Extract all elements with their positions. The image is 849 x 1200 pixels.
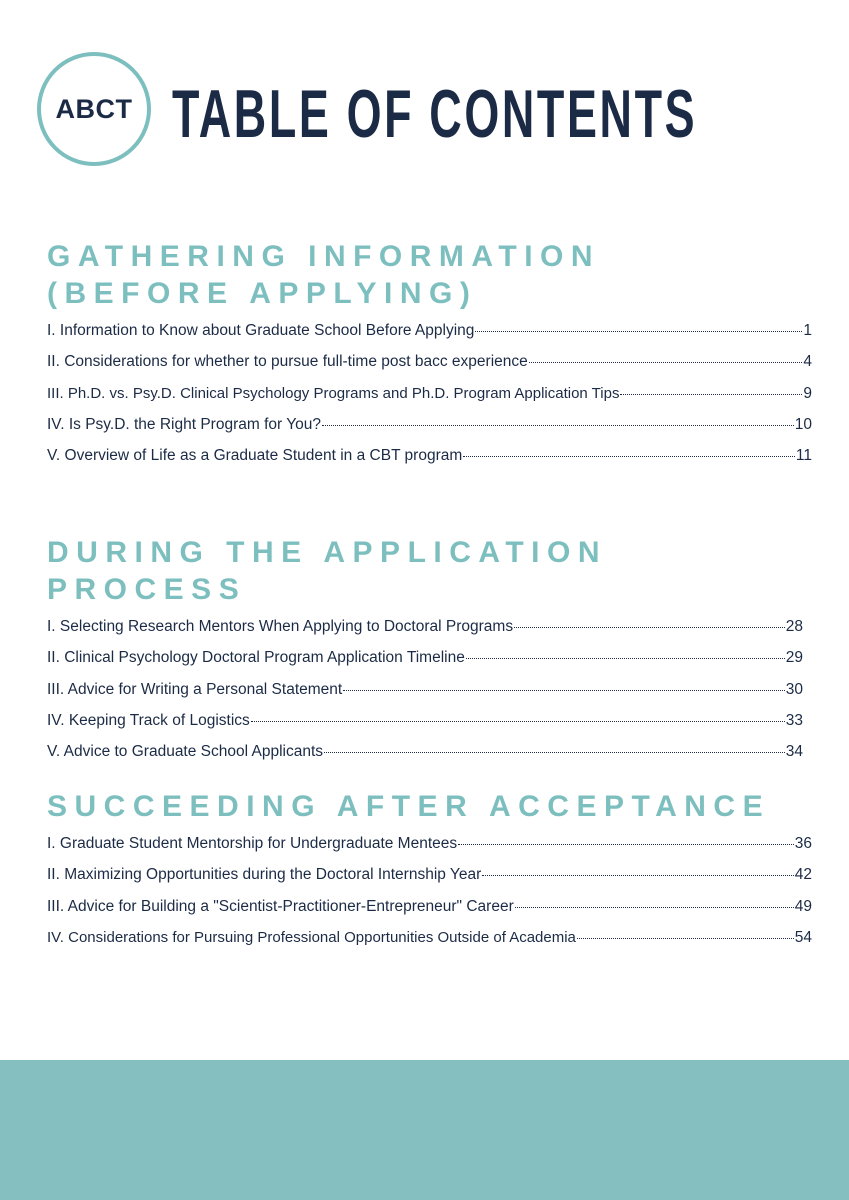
toc-entry[interactable] xyxy=(47,447,812,478)
section-application-process xyxy=(47,534,812,774)
dot-leader xyxy=(463,455,795,457)
footer-band xyxy=(0,1060,849,1200)
toc-entry-page: 34 xyxy=(785,743,803,761)
dot-leader xyxy=(529,361,803,363)
toc-entry[interactable] xyxy=(47,929,812,960)
section-title: GATHERING INFORMATION (BEFORE APPLYING) xyxy=(47,240,601,310)
dot-leader xyxy=(466,657,785,659)
toc-entry-label: IV. Is Psy.D. the Right Program for You? xyxy=(47,415,321,433)
section-title: SUCCEEDING AFTER ACCEPTANCE xyxy=(47,790,771,823)
dot-leader xyxy=(514,626,785,628)
toc-entry-page: 9 xyxy=(803,384,812,402)
toc-entry-page: 30 xyxy=(785,680,803,698)
toc-entry-label: I. Graduate Student Mentorship for Undergraduate Mentees xyxy=(47,835,458,852)
section-title: DURING THE APPLICATION PROCESS xyxy=(47,536,607,606)
dot-leader xyxy=(458,843,794,845)
toc-list xyxy=(47,322,812,478)
section-gathering-information xyxy=(47,238,812,478)
toc-list xyxy=(47,618,803,774)
toc-entry[interactable] xyxy=(47,618,803,649)
logo-text: ABCT xyxy=(55,93,133,124)
toc-entry-page: 1 xyxy=(803,322,812,339)
toc-entry-page: 42 xyxy=(794,866,812,884)
toc-entry[interactable] xyxy=(47,712,803,743)
toc-entry[interactable] xyxy=(47,385,812,416)
dot-leader xyxy=(577,937,794,939)
toc-entry[interactable] xyxy=(47,898,812,929)
toc-list xyxy=(47,835,812,960)
toc-entry-page: 49 xyxy=(794,897,812,915)
toc-entry-label: IV. Considerations for Pursuing Professional Opportunities Outside of Academia xyxy=(47,928,576,946)
section-succeeding-after-acceptance xyxy=(47,788,812,960)
toc-entry-label: I. Selecting Research Mentors When Applying to Doctoral Programs xyxy=(47,618,514,635)
toc-entry-label: I. Information to Know about Graduate School Before Applying xyxy=(47,322,475,339)
toc-entry-label: II. Clinical Psychology Doctoral Program Application Timeline xyxy=(47,649,465,667)
toc-entry-page: 4 xyxy=(803,353,812,371)
toc-entry-label: II. Maximizing Opportunities during the Doctoral Internship Year xyxy=(47,866,482,884)
toc-entry[interactable] xyxy=(47,866,812,897)
toc-entry-page: 36 xyxy=(794,835,812,852)
toc-entry-page: 33 xyxy=(785,711,803,729)
page-title: TABLE OF CONTENTS xyxy=(172,76,698,152)
toc-entry[interactable] xyxy=(47,649,803,680)
dot-leader xyxy=(475,330,802,332)
dot-leader xyxy=(343,689,785,691)
toc-entry-label: V. Advice to Graduate School Applicants xyxy=(47,743,324,761)
toc-entry-page: 11 xyxy=(795,447,812,465)
toc-entry-label: IV. Keeping Track of Logistics xyxy=(47,711,250,729)
toc-entry[interactable] xyxy=(47,416,812,447)
dot-leader xyxy=(324,751,785,753)
toc-entry-page: 29 xyxy=(785,649,803,667)
dot-leader xyxy=(482,874,794,876)
toc-entry-label: III. Advice for Building a "Scientist-Practitioner-Entrepreneur" Career xyxy=(47,897,514,915)
toc-entry[interactable] xyxy=(47,353,812,384)
toc-entry-page: 54 xyxy=(794,928,812,946)
toc-entry[interactable] xyxy=(47,835,812,866)
abct-logo xyxy=(37,52,151,166)
dot-leader xyxy=(515,906,794,908)
dot-leader xyxy=(322,424,794,426)
dot-leader xyxy=(251,720,785,722)
toc-entry-page: 28 xyxy=(785,618,803,635)
toc-entry-label: V. Overview of Life as a Graduate Student in a CBT program xyxy=(47,447,463,465)
toc-entry-label: III. Advice for Writing a Personal Statement xyxy=(47,680,343,698)
toc-entry[interactable] xyxy=(47,322,812,353)
toc-entry-page: 10 xyxy=(794,415,812,433)
toc-entry-label: III. Ph.D. vs. Psy.D. Clinical Psychology Programs and Ph.D. Program Application Tips xyxy=(47,384,620,402)
toc-entry-label: II. Considerations for whether to pursue full-time post bacc experience xyxy=(47,353,528,371)
dot-leader xyxy=(620,393,802,395)
toc-entry[interactable] xyxy=(47,743,803,774)
toc-entry[interactable] xyxy=(47,681,803,712)
